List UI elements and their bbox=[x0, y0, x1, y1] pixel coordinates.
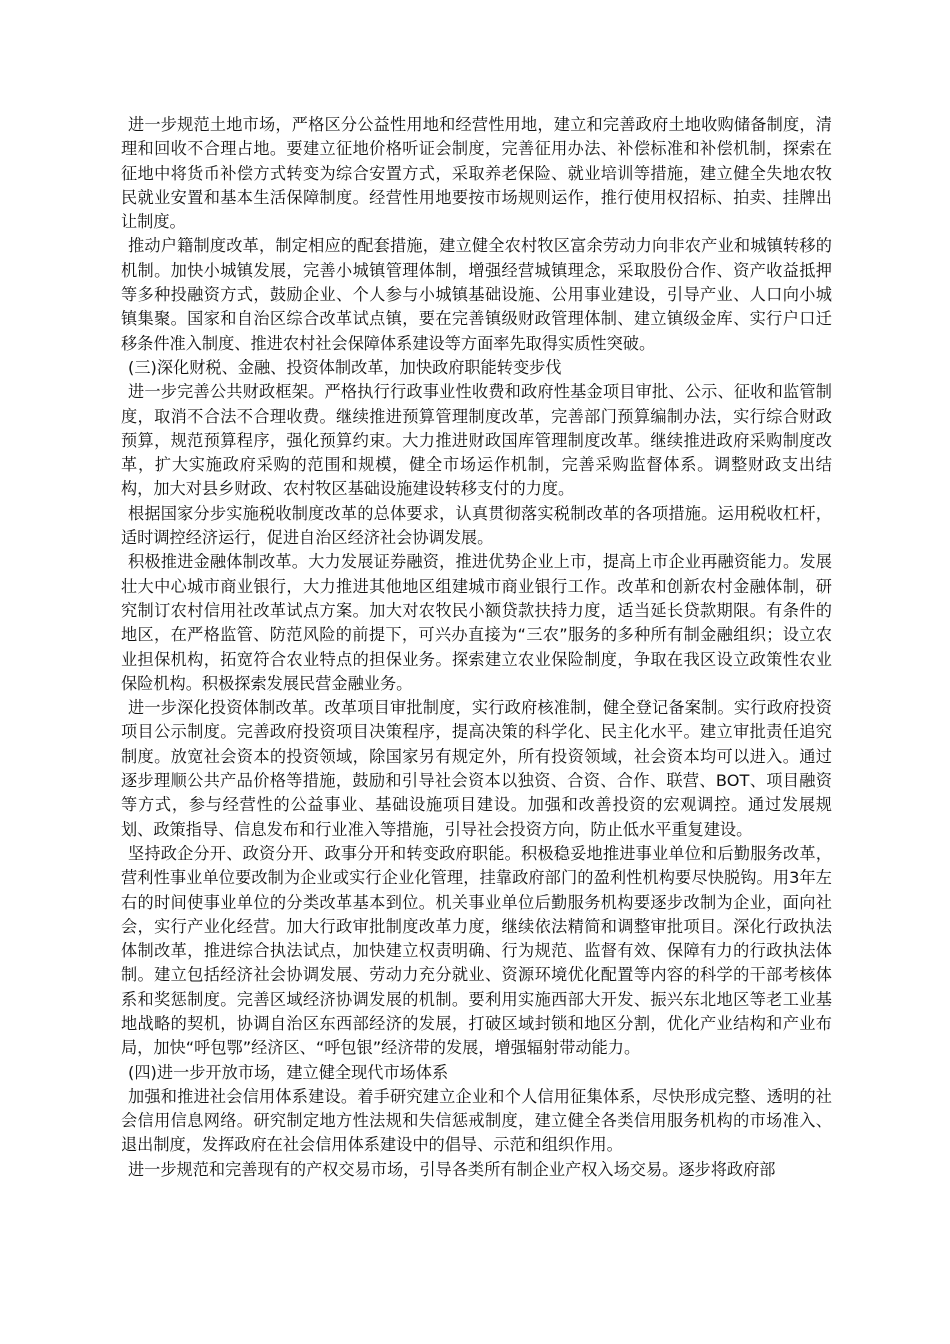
paragraph-government-functions: 坚持政企分开、政资分开、政事分开和转变政府职能。积极稳妥地推进事业单位和后勤服务改革，营利性事业单位要改制为企业或实行企业化管理，挂靠政府部门的盈利性机构要尽快脱钩。用3年左右的时间使事业单位的分类改革基本到位。机关事业单位后勤服务机构要逐步改制为企业，面向社会，实行产业化经营。加大行政审批制度改革力度，继续依法精简和调整审批项目。深化行政执法体制改革，推进综合执法试点，加快建立权责明确、行为规范、监督有效、保障有力的行政执法体制。建立包括经济社会协调发展、劳动力充分就业、资源环境优化配置等内容的科学的干部考核体系和奖惩制度。完善区域经济协调发展的机制。要利用实施西部大开发、振兴东北地区等老工业基地战略的契机，协调自治区东西部经济的发展，打破区域封锁和地区分割，优化产业结构和产业布局，加快“呼包鄂”经济区、“呼包银”经济带的发展，增强辐射带动能力。 bbox=[121, 843, 832, 1058]
section-heading-open-market: (四)进一步开放市场，建立健全现代市场体系 bbox=[128, 1062, 449, 1082]
paragraph-public-finance: 进一步完善公共财政框架。严格执行行政事业性收费和政府性基金项目审批、公示、征收和监管制度，取消不合法不合理收费。继续推进预算管理制度改革，完善部门预算编制办法，实行综合财政预算，规范预算程序，强化预算约束。大力推进财政国库管理制度改革。继续推进政府采购制度改革，扩大实施政府采购的范围和规模，健全市场运作机制，完善采购监督体系。调整财政支出结构，加大对县乡财政、农村牧区基础设施建设转移支付的力度。 bbox=[121, 382, 832, 499]
section-heading-fiscal-reform: (三)深化财税、金融、投资体制改革，加快政府职能转变步伐 bbox=[128, 357, 562, 377]
paragraph-investment-reform: 进一步深化投资体制改革。改革项目审批制度，实行政府核准制，健全登记备案制。实行政府投资项目公示制度。完善政府投资项目决策程序，提高决策的科学化、民主化水平。建立审批责任追究制度。放宽社会资本的投资领域，除国家另有规定外，所有投资领域，社会资本均可以进入。通过逐步理顺公共产品价格等措施，鼓励和引导社会资本以独资、合资、合作、联营、BOT、项目融资等方式，参与经营性的公益事业、基础设施项目建设。加强和改善投资的宏观调控。通过发展规划、政策指导、信息发布和行业准入等措施，引导社会投资方向，防止低水平重复建设。 bbox=[121, 698, 832, 839]
paragraph-tax-reform: 根据国家分步实施税收制度改革的总体要求，认真贯彻落实税制改革的各项措施。运用税收杠杆，适时调控经济运行，促进自治区经济社会协调发展。 bbox=[121, 503, 832, 548]
paragraph-credit-system: 加强和推进社会信用体系建设。着手研究建立企业和个人信用征集体系，尽快形成完整、透明的社会信用信息网络。研究制定地方性法规和失信惩戒制度，建立健全各类信用服务机构的市场准入、退出制度，发挥政府在社会信用体系建设中的倡导、示范和组织作用。 bbox=[121, 1086, 832, 1155]
document-body bbox=[121, 113, 832, 1182]
paragraph-property-rights-market: 进一步规范和完善现有的产权交易市场，引导各类所有制企业产权入场交易。逐步将政府部 bbox=[128, 1159, 776, 1179]
paragraph-financial-reform: 积极推进金融体制改革。大力发展证券融资，推进优势企业上市，提高上市企业再融资能力。发展壮大中心城市商业银行，大力推进其他地区组建城市商业银行工作。改革和创新农村金融体制，研究制订农村信用社改革试点方案。加大对农牧民小额贷款扶持力度，适当延长贷款期限。有条件的地区，在严格监管、防范风险的前提下，可兴办直接为“三农”服务的多种所有制金融组织；设立农业担保机构，拓宽符合农业特点的担保业务。探索建立农业保险制度，争取在我区设立政策性农业保险机构。积极探索发展民营金融业务。 bbox=[121, 552, 832, 693]
paragraph-land-market: 进一步规范土地市场，严格区分公益性用地和经营性用地，建立和完善政府土地收购储备制度，清理和回收不合理占地。要建立征地价格听证会制度，完善征用办法、补偿标准和补偿机制，探索在征地中将货币补偿方式转变为综合安置方式，采取养老保险、就业培训等措施，建立健全失地农牧民就业安置和基本生活保障制度。经营性用地要按市场规则运作，推行使用权招标、拍卖、挂牌出让制度。 bbox=[121, 115, 832, 232]
paragraph-household-registration: 推动户籍制度改革，制定相应的配套措施，建立健全农村牧区富余劳动力向非农产业和城镇转移的机制。加快小城镇发展，完善小城镇管理体制，增强经营城镇理念，采取股份合作、资产收益抵押等多种投融资方式，鼓励企业、个人参与小城镇基础设施、公用事业建设，引导产业、人口向小城镇集聚。国家和自治区综合改革试点镇，要在完善镇级财政管理体制、建立镇级金库、实行户口迁移条件准入制度、推进农村社会保障体系建设等方面率先取得实质性突破。 bbox=[121, 236, 832, 353]
